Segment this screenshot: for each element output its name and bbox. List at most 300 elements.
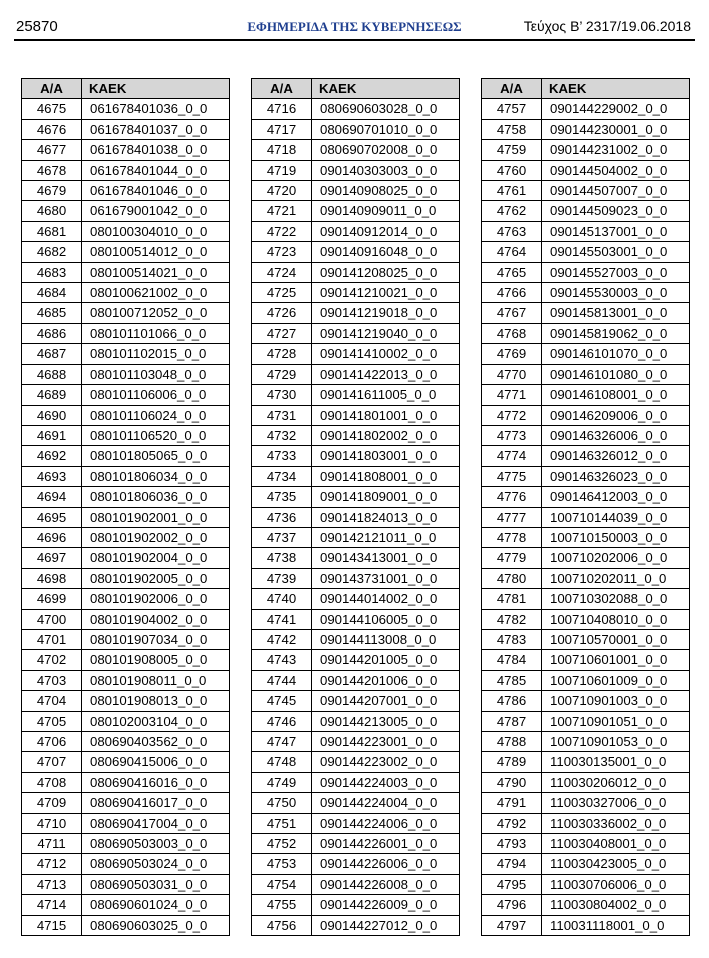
kaek-code-cell: 100710202011_0_0 — [542, 568, 690, 588]
row-index-cell: 4757 — [482, 99, 542, 119]
column-header-kaek: ΚΑΕΚ — [542, 79, 690, 99]
table-row — [482, 283, 690, 303]
kaek-code-cell: 090145137001_0_0 — [542, 221, 690, 241]
table-row — [252, 303, 460, 323]
table-row — [252, 650, 460, 670]
row-index-cell: 4778 — [482, 527, 542, 547]
row-index-cell: 4697 — [22, 548, 82, 568]
kaek-code-cell: 080101902005_0_0 — [82, 568, 230, 588]
table-row — [252, 119, 460, 139]
row-index-cell: 4712 — [22, 854, 82, 874]
kaek-code-cell: 080690603025_0_0 — [82, 915, 230, 935]
row-index-cell: 4706 — [22, 732, 82, 752]
kaek-code-cell: 090140909011_0_0 — [312, 201, 460, 221]
table-row — [252, 283, 460, 303]
row-index-cell: 4755 — [252, 895, 312, 915]
row-index-cell: 4732 — [252, 425, 312, 445]
kaek-code-cell: 090144201005_0_0 — [312, 650, 460, 670]
kaek-code-cell: 090144223001_0_0 — [312, 732, 460, 752]
kaek-code-cell: 080101806036_0_0 — [82, 487, 230, 507]
table-row — [482, 691, 690, 711]
kaek-code-cell: 080101103048_0_0 — [82, 364, 230, 384]
table-row — [482, 874, 690, 894]
table-row — [22, 181, 230, 201]
row-index-cell: 4723 — [252, 242, 312, 262]
column-header-aa: Α/Α — [22, 79, 82, 99]
row-index-cell: 4760 — [482, 160, 542, 180]
kaek-code-cell: 090145503001_0_0 — [542, 242, 690, 262]
kaek-code-cell: 080102003104_0_0 — [82, 711, 230, 731]
table-row — [22, 364, 230, 384]
row-index-cell: 4687 — [22, 344, 82, 364]
row-index-cell: 4794 — [482, 854, 542, 874]
kaek-code-cell: 100710601009_0_0 — [542, 670, 690, 690]
table-row — [252, 262, 460, 282]
kaek-code-cell: 090146326012_0_0 — [542, 446, 690, 466]
row-index-cell: 4744 — [252, 670, 312, 690]
row-index-cell: 4787 — [482, 711, 542, 731]
kaek-code-cell: 090144223002_0_0 — [312, 752, 460, 772]
row-index-cell: 4733 — [252, 446, 312, 466]
row-index-cell: 4739 — [252, 568, 312, 588]
table-row — [22, 895, 230, 915]
table-row — [22, 140, 230, 160]
kaek-code-cell: 090144224006_0_0 — [312, 813, 460, 833]
row-index-cell: 4766 — [482, 283, 542, 303]
row-index-cell: 4681 — [22, 221, 82, 241]
kaek-code-cell: 080690403562_0_0 — [82, 732, 230, 752]
row-index-cell: 4786 — [482, 691, 542, 711]
table-row — [252, 752, 460, 772]
row-index-cell: 4722 — [252, 221, 312, 241]
kaek-code-cell: 090140912014_0_0 — [312, 221, 460, 241]
kaek-code-cell: 090146101080_0_0 — [542, 364, 690, 384]
row-index-cell: 4767 — [482, 303, 542, 323]
row-index-cell: 4695 — [22, 507, 82, 527]
kaek-code-cell: 110030408001_0_0 — [542, 834, 690, 854]
kaek-code-cell: 080100514021_0_0 — [82, 262, 230, 282]
kaek-code-cell: 090141809001_0_0 — [312, 487, 460, 507]
row-index-cell: 4692 — [22, 446, 82, 466]
kaek-code-cell: 090143413001_0_0 — [312, 548, 460, 568]
table-row — [22, 487, 230, 507]
row-index-cell: 4717 — [252, 119, 312, 139]
kaek-code-cell: 100710150003_0_0 — [542, 527, 690, 547]
row-index-cell: 4790 — [482, 772, 542, 792]
kaek-code-cell: 110030206012_0_0 — [542, 772, 690, 792]
row-index-cell: 4703 — [22, 670, 82, 690]
table-row — [482, 629, 690, 649]
row-index-cell: 4715 — [22, 915, 82, 935]
row-index-cell: 4740 — [252, 589, 312, 609]
page-header — [0, 0, 709, 44]
table-row — [482, 895, 690, 915]
kaek-code-cell: 080101902006_0_0 — [82, 589, 230, 609]
row-index-cell: 4796 — [482, 895, 542, 915]
table-row — [482, 119, 690, 139]
kaek-code-cell: 100710302088_0_0 — [542, 589, 690, 609]
row-index-cell: 4773 — [482, 425, 542, 445]
row-index-cell: 4752 — [252, 834, 312, 854]
kaek-code-cell: 090142121011_0_0 — [312, 527, 460, 547]
kaek-code-cell: 090140303003_0_0 — [312, 160, 460, 180]
kaek-code-cell: 090146209006_0_0 — [542, 405, 690, 425]
table-row — [482, 221, 690, 241]
row-index-cell: 4701 — [22, 629, 82, 649]
table-row — [22, 344, 230, 364]
table-row — [482, 466, 690, 486]
row-index-cell: 4746 — [252, 711, 312, 731]
table-row — [252, 344, 460, 364]
row-index-cell: 4678 — [22, 160, 82, 180]
row-index-cell: 4780 — [482, 568, 542, 588]
kaek-code-cell: 090145530003_0_0 — [542, 283, 690, 303]
kaek-code-cell: 080690416016_0_0 — [82, 772, 230, 792]
kaek-code-cell: 110030423005_0_0 — [542, 854, 690, 874]
kaek-code-cell: 090146412003_0_0 — [542, 487, 690, 507]
table-row — [22, 568, 230, 588]
kaek-code-cell: 080690416017_0_0 — [82, 793, 230, 813]
row-index-cell: 4737 — [252, 527, 312, 547]
column-header-aa: Α/Α — [482, 79, 542, 99]
row-index-cell: 4784 — [482, 650, 542, 670]
kaek-code-cell: 090144201006_0_0 — [312, 670, 460, 690]
table-row — [22, 119, 230, 139]
kaek-code-cell: 080101904002_0_0 — [82, 609, 230, 629]
column-header-kaek: ΚΑΕΚ — [312, 79, 460, 99]
row-index-cell: 4689 — [22, 385, 82, 405]
kaek-code-cell: 090144106005_0_0 — [312, 609, 460, 629]
kaek-code-cell: 090144509023_0_0 — [542, 201, 690, 221]
table-row — [252, 405, 460, 425]
table-row — [252, 385, 460, 405]
row-index-cell: 4707 — [22, 752, 82, 772]
kaek-code-cell: 090146326006_0_0 — [542, 425, 690, 445]
kaek-code-cell: 100710601001_0_0 — [542, 650, 690, 670]
kaek-code-cell: 080690417004_0_0 — [82, 813, 230, 833]
kaek-code-cell: 080690701010_0_0 — [312, 119, 460, 139]
kaek-code-cell: 080101106024_0_0 — [82, 405, 230, 425]
table-row — [252, 548, 460, 568]
table-row — [22, 752, 230, 772]
row-index-cell: 4743 — [252, 650, 312, 670]
row-index-cell: 4694 — [22, 487, 82, 507]
table-row — [252, 834, 460, 854]
kaek-code-cell: 090141422013_0_0 — [312, 364, 460, 384]
kaek-code-cell: 090144224004_0_0 — [312, 793, 460, 813]
row-index-cell: 4774 — [482, 446, 542, 466]
kaek-code-cell: 080101907034_0_0 — [82, 629, 230, 649]
kaek-code-cell: 090141803001_0_0 — [312, 446, 460, 466]
row-index-cell: 4791 — [482, 793, 542, 813]
table-row — [482, 507, 690, 527]
table-row — [482, 813, 690, 833]
table-row — [252, 691, 460, 711]
kaek-code-cell: 061678401046_0_0 — [82, 181, 230, 201]
table-row — [252, 487, 460, 507]
table-row — [482, 793, 690, 813]
row-index-cell: 4793 — [482, 834, 542, 854]
row-index-cell: 4726 — [252, 303, 312, 323]
kaek-code-cell: 110030135001_0_0 — [542, 752, 690, 772]
kaek-code-cell: 080690702008_0_0 — [312, 140, 460, 160]
kaek-code-cell: 100710901053_0_0 — [542, 732, 690, 752]
column-header-kaek: ΚΑΕΚ — [82, 79, 230, 99]
table-row — [482, 670, 690, 690]
kaek-code-cell: 061678401036_0_0 — [82, 99, 230, 119]
table-row — [252, 854, 460, 874]
row-index-cell: 4792 — [482, 813, 542, 833]
row-index-cell: 4711 — [22, 834, 82, 854]
table-row — [482, 834, 690, 854]
row-index-cell: 4758 — [482, 119, 542, 139]
issue-reference: Τεύχος Β’ 2317/19.06.2018 — [523, 18, 691, 34]
kaek-code-cell: 080100514012_0_0 — [82, 242, 230, 262]
table-row — [482, 262, 690, 282]
kaek-code-cell: 080690503024_0_0 — [82, 854, 230, 874]
kaek-code-cell: 080101806034_0_0 — [82, 466, 230, 486]
table-row — [482, 732, 690, 752]
table-row — [22, 793, 230, 813]
kaek-code-cell: 080101106520_0_0 — [82, 425, 230, 445]
kaek-code-cell: 090141210021_0_0 — [312, 283, 460, 303]
table-row — [22, 425, 230, 445]
table-row — [22, 650, 230, 670]
row-index-cell: 4789 — [482, 752, 542, 772]
table-row — [482, 181, 690, 201]
table-row — [22, 527, 230, 547]
row-index-cell: 4759 — [482, 140, 542, 160]
row-index-cell: 4770 — [482, 364, 542, 384]
kaek-code-cell: 090144229002_0_0 — [542, 99, 690, 119]
row-index-cell: 4751 — [252, 813, 312, 833]
row-index-cell: 4775 — [482, 466, 542, 486]
table-row — [482, 772, 690, 792]
kaek-code-cell: 090144226009_0_0 — [312, 895, 460, 915]
kaek-code-cell: 090141824013_0_0 — [312, 507, 460, 527]
row-index-cell: 4676 — [22, 119, 82, 139]
row-index-cell: 4734 — [252, 466, 312, 486]
kaek-code-cell: 080101908013_0_0 — [82, 691, 230, 711]
kaek-code-cell: 080101908005_0_0 — [82, 650, 230, 670]
row-index-cell: 4725 — [252, 283, 312, 303]
table-row — [22, 405, 230, 425]
table-row — [22, 813, 230, 833]
kaek-code-cell: 090143731001_0_0 — [312, 568, 460, 588]
kaek-code-cell: 090144014002_0_0 — [312, 589, 460, 609]
kaek-code-cell: 080690601024_0_0 — [82, 895, 230, 915]
row-index-cell: 4675 — [22, 99, 82, 119]
table-row — [252, 242, 460, 262]
kaek-code-cell: 090145813001_0_0 — [542, 303, 690, 323]
row-index-cell: 4699 — [22, 589, 82, 609]
row-index-cell: 4782 — [482, 609, 542, 629]
row-index-cell: 4772 — [482, 405, 542, 425]
row-index-cell: 4728 — [252, 344, 312, 364]
kaek-code-cell: 080101902001_0_0 — [82, 507, 230, 527]
table-row — [252, 732, 460, 752]
kaek-code-cell: 080101106006_0_0 — [82, 385, 230, 405]
row-index-cell: 4730 — [252, 385, 312, 405]
table-row — [482, 364, 690, 384]
row-index-cell: 4750 — [252, 793, 312, 813]
kaek-code-cell: 090146101070_0_0 — [542, 344, 690, 364]
table-row — [482, 405, 690, 425]
kaek-code-cell: 080690503003_0_0 — [82, 834, 230, 854]
kaek-code-cell: 090141410002_0_0 — [312, 344, 460, 364]
table-row — [482, 160, 690, 180]
row-index-cell: 4763 — [482, 221, 542, 241]
table-row — [252, 568, 460, 588]
kaek-code-cell: 090146108001_0_0 — [542, 385, 690, 405]
table-row — [252, 589, 460, 609]
row-index-cell: 4788 — [482, 732, 542, 752]
row-index-cell: 4776 — [482, 487, 542, 507]
row-index-cell: 4685 — [22, 303, 82, 323]
table-row — [252, 629, 460, 649]
row-index-cell: 4710 — [22, 813, 82, 833]
table-row — [22, 262, 230, 282]
kaek-code-cell: 080100304010_0_0 — [82, 221, 230, 241]
kaek-code-cell: 090145527003_0_0 — [542, 262, 690, 282]
kaek-code-cell: 090141801001_0_0 — [312, 405, 460, 425]
row-index-cell: 4742 — [252, 629, 312, 649]
table-row — [22, 915, 230, 935]
table-row — [482, 854, 690, 874]
kaek-code-cell: 100710408010_0_0 — [542, 609, 690, 629]
row-index-cell: 4747 — [252, 732, 312, 752]
row-index-cell: 4736 — [252, 507, 312, 527]
table-row — [252, 140, 460, 160]
table-row — [252, 813, 460, 833]
table-header-row — [252, 79, 460, 99]
table-row — [22, 874, 230, 894]
table-row — [22, 834, 230, 854]
table-row — [482, 303, 690, 323]
kaek-code-cell: 061679001042_0_0 — [82, 201, 230, 221]
table-row — [252, 221, 460, 241]
kaek-code-cell: 110030804002_0_0 — [542, 895, 690, 915]
table-row — [482, 201, 690, 221]
kaek-code-cell: 080690503031_0_0 — [82, 874, 230, 894]
kaek-code-cell: 100710901051_0_0 — [542, 711, 690, 731]
row-index-cell: 4762 — [482, 201, 542, 221]
kaek-code-cell: 090144226001_0_0 — [312, 834, 460, 854]
kaek-code-cell: 090144507007_0_0 — [542, 181, 690, 201]
table-header-row — [482, 79, 690, 99]
kaek-code-cell: 080101908011_0_0 — [82, 670, 230, 690]
row-index-cell: 4753 — [252, 854, 312, 874]
table-row — [482, 487, 690, 507]
table-row — [252, 446, 460, 466]
table-row — [22, 385, 230, 405]
kaek-table-3 — [481, 78, 690, 936]
table-row — [482, 527, 690, 547]
table-row — [22, 589, 230, 609]
kaek-code-cell: 090140908025_0_0 — [312, 181, 460, 201]
page-number: 25870 — [16, 18, 58, 35]
table-row — [252, 670, 460, 690]
table-row — [252, 527, 460, 547]
table-row — [22, 446, 230, 466]
table-row — [252, 793, 460, 813]
row-index-cell: 4748 — [252, 752, 312, 772]
column-header-aa: Α/Α — [252, 79, 312, 99]
kaek-code-cell: 080101902002_0_0 — [82, 527, 230, 547]
kaek-code-cell: 100710570001_0_0 — [542, 629, 690, 649]
kaek-code-cell: 090141208025_0_0 — [312, 262, 460, 282]
row-index-cell: 4785 — [482, 670, 542, 690]
kaek-code-cell: 100710202006_0_0 — [542, 548, 690, 568]
kaek-code-cell: 090141802002_0_0 — [312, 425, 460, 445]
row-index-cell: 4749 — [252, 772, 312, 792]
table-row — [22, 609, 230, 629]
kaek-code-cell: 090141219040_0_0 — [312, 323, 460, 343]
table-header-row — [22, 79, 230, 99]
row-index-cell: 4691 — [22, 425, 82, 445]
row-index-cell: 4720 — [252, 181, 312, 201]
row-index-cell: 4761 — [482, 181, 542, 201]
row-index-cell: 4727 — [252, 323, 312, 343]
kaek-code-cell: 090144226006_0_0 — [312, 854, 460, 874]
table-row — [22, 201, 230, 221]
kaek-code-cell: 090144207001_0_0 — [312, 691, 460, 711]
table-row — [482, 323, 690, 343]
row-index-cell: 4709 — [22, 793, 82, 813]
row-index-cell: 4686 — [22, 323, 82, 343]
row-index-cell: 4719 — [252, 160, 312, 180]
row-index-cell: 4683 — [22, 262, 82, 282]
row-index-cell: 4714 — [22, 895, 82, 915]
table-row — [482, 609, 690, 629]
table-row — [22, 242, 230, 262]
row-index-cell: 4764 — [482, 242, 542, 262]
row-index-cell: 4680 — [22, 201, 82, 221]
kaek-code-cell: 080101101066_0_0 — [82, 323, 230, 343]
row-index-cell: 4721 — [252, 201, 312, 221]
kaek-code-cell: 100710144039_0_0 — [542, 507, 690, 527]
row-index-cell: 4756 — [252, 915, 312, 935]
table-row — [22, 629, 230, 649]
kaek-code-cell: 090144113008_0_0 — [312, 629, 460, 649]
table-row — [22, 221, 230, 241]
table-row — [482, 425, 690, 445]
table-row — [252, 160, 460, 180]
kaek-code-cell: 110030706006_0_0 — [542, 874, 690, 894]
table-row — [482, 650, 690, 670]
kaek-code-cell: 080101805065_0_0 — [82, 446, 230, 466]
table-row — [252, 323, 460, 343]
row-index-cell: 4705 — [22, 711, 82, 731]
table-row — [252, 181, 460, 201]
row-index-cell: 4769 — [482, 344, 542, 364]
table-row — [252, 609, 460, 629]
row-index-cell: 4795 — [482, 874, 542, 894]
table-row — [22, 711, 230, 731]
row-index-cell: 4702 — [22, 650, 82, 670]
kaek-code-cell: 061678401044_0_0 — [82, 160, 230, 180]
table-row — [482, 752, 690, 772]
row-index-cell: 4738 — [252, 548, 312, 568]
row-index-cell: 4724 — [252, 262, 312, 282]
header-divider — [14, 39, 695, 41]
table-row — [22, 303, 230, 323]
table-row — [482, 140, 690, 160]
table-row — [252, 874, 460, 894]
kaek-code-cell: 090141808001_0_0 — [312, 466, 460, 486]
kaek-code-cell: 110030336002_0_0 — [542, 813, 690, 833]
row-index-cell: 4688 — [22, 364, 82, 384]
